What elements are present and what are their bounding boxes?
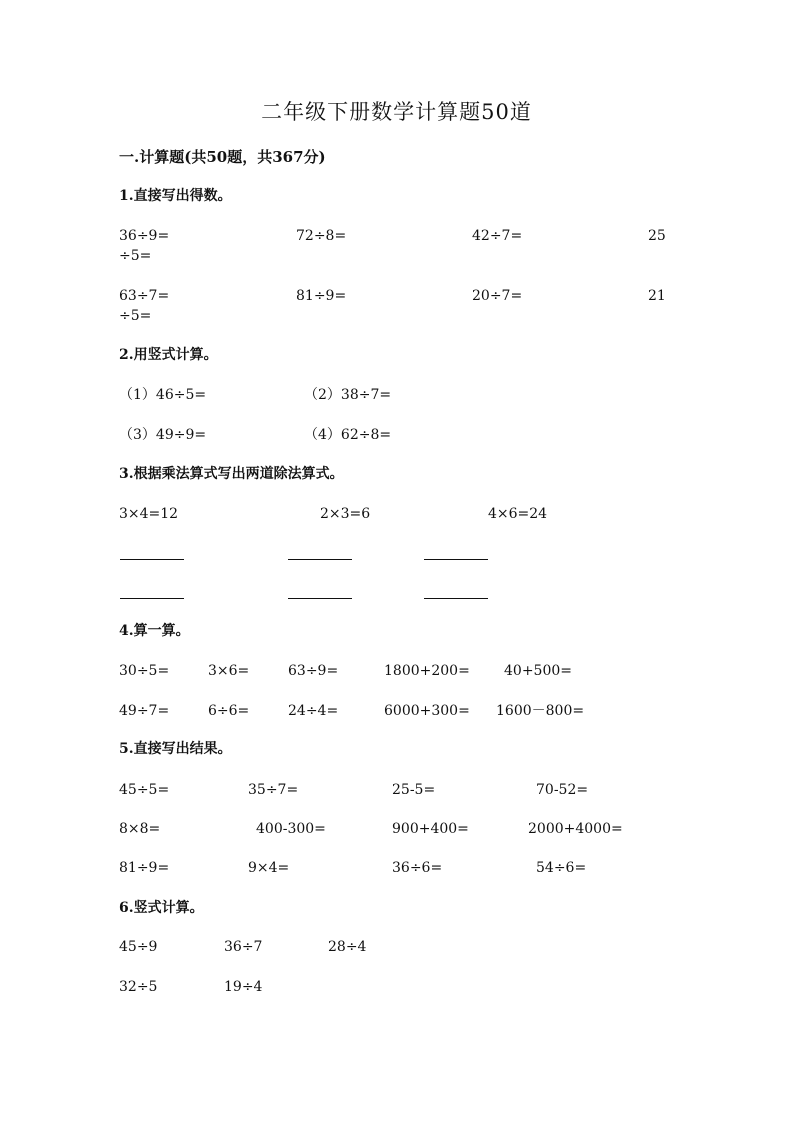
q4-item: 6÷6= (208, 703, 250, 719)
q3-heading: 3.根据乘法算式写出两道除法算式。 (119, 466, 344, 482)
q5-item: 400-300= (256, 821, 326, 837)
q2-item: （4）62÷8= (304, 427, 392, 443)
page-title: 二年级下册数学计算题50道 (261, 100, 532, 124)
q2-heading: 2.用竖式计算。 (119, 347, 218, 363)
answer-blank[interactable] (288, 598, 352, 599)
q5-item: 8×8= (119, 821, 161, 837)
q4-item: 49÷7= (119, 703, 170, 719)
answer-blank[interactable] (424, 559, 488, 560)
q1-item: 20÷7= (472, 288, 523, 304)
q4-item: 30÷5= (119, 663, 170, 679)
q5-item: 36÷6= (392, 860, 443, 876)
q4-heading: 4.算一算。 (119, 623, 190, 639)
q5-item: 900+400= (392, 821, 469, 837)
q5-item: 25-5= (392, 782, 436, 798)
q6-item: 28÷4 (328, 939, 367, 955)
answer-blank[interactable] (120, 598, 184, 599)
q1-item: 36÷9= (119, 228, 170, 244)
q6-item: 19÷4 (224, 979, 263, 995)
q5-item: 81÷9= (119, 860, 170, 876)
q6-heading: 6.竖式计算。 (119, 900, 204, 916)
q2-item: （3）49÷9= (119, 427, 207, 443)
q1-item-wrap: ÷5= (119, 248, 152, 264)
q3-item: 3×4=12 (119, 506, 179, 522)
q1-item: 42÷7= (472, 228, 523, 244)
q2-item: （1）46÷5= (119, 387, 207, 403)
q1-item-wrap: ÷5= (119, 308, 152, 324)
q5-item: 54÷6= (536, 860, 587, 876)
q4-item: 1600－800= (496, 703, 585, 719)
q4-item: 40+500= (504, 663, 572, 679)
q1-heading: 1.直接写出得数。 (119, 188, 232, 204)
q4-item: 63÷9= (288, 663, 339, 679)
q4-item: 1800+200= (384, 663, 470, 679)
q3-item: 2×3=6 (320, 506, 371, 522)
q1-item: 72÷8= (296, 228, 347, 244)
q6-item: 32÷5 (119, 979, 158, 995)
q5-item: 70-52= (536, 782, 589, 798)
answer-blank[interactable] (424, 598, 488, 599)
q1-item: 25 (648, 228, 666, 244)
q5-heading: 5.直接写出结果。 (119, 741, 232, 757)
answer-blank[interactable] (288, 559, 352, 560)
q1-item: 63÷7= (119, 288, 170, 304)
q4-item: 6000+300= (384, 703, 470, 719)
q4-item: 3×6= (208, 663, 250, 679)
q5-item: 2000+4000= (528, 821, 623, 837)
q6-item: 45÷9 (119, 939, 158, 955)
answer-blank[interactable] (120, 559, 184, 560)
q5-item: 9×4= (248, 860, 290, 876)
q3-item: 4×6=24 (488, 506, 548, 522)
section-heading: 一.计算题(共50题，共367分) (119, 148, 326, 166)
q5-item: 45÷5= (119, 782, 170, 798)
q1-item: 81÷9= (296, 288, 347, 304)
q2-item: （2）38÷7= (304, 387, 392, 403)
q5-item: 35÷7= (248, 782, 299, 798)
q6-item: 36÷7 (224, 939, 263, 955)
q4-item: 24÷4= (288, 703, 339, 719)
q1-item: 21 (648, 288, 666, 304)
